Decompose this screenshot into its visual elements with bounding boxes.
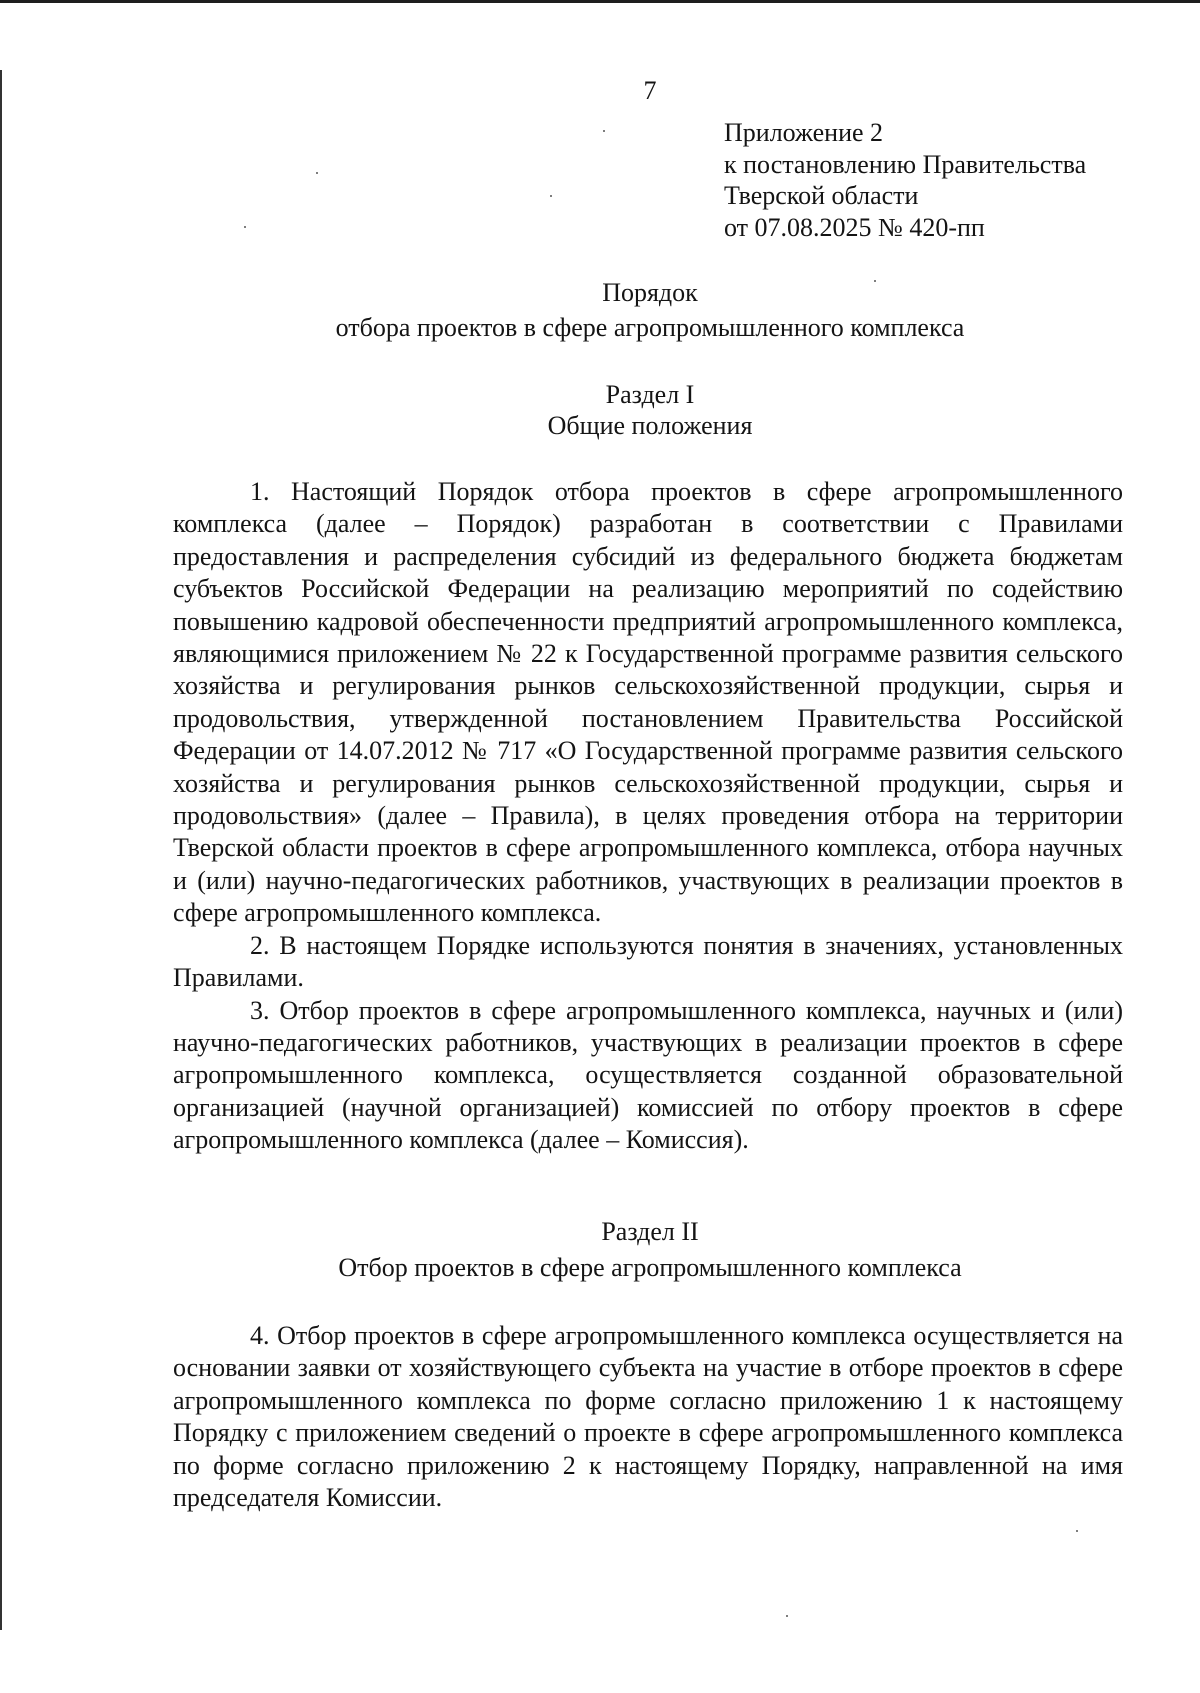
section-subheading: Отбор проектов в сфере агропромышленного комплекса: [338, 1253, 962, 1282]
section-2-body: [173, 1320, 1123, 1514]
scan-speck: [786, 1615, 788, 1617]
appendix-line: Приложение 2: [724, 118, 884, 147]
scan-speck: [874, 280, 876, 282]
scan-border-top: [0, 0, 1200, 3]
paragraph: 2. В настоящем Порядке используются понятия в значениях, установленных Правилами.: [173, 930, 1123, 993]
appendix-line: от 07.08.2025 № 420-пп: [724, 212, 985, 242]
page-number: 7: [643, 76, 657, 105]
section-heading: Раздел II: [601, 1217, 699, 1246]
document-subtitle: отбора проектов в сфере агропромышленного комплекса: [335, 313, 965, 342]
appendix-line: Тверской области: [724, 181, 919, 210]
scan-speck: [603, 130, 605, 132]
paragraph: 1. Настоящий Порядок отбора проектов в сфере агропромышленного комплекса (далее – Порядок) разработан в соответствии с Правилами предоставления и распределения субсидий из федерального бюджета бюджетам субъектов Российской Федерации на реализацию мероприятий по содействию повышению кадровой обеспеченности предприятий агропромышленного комплекса, являющимися приложением № 22 к Государственной программе развития сельского хозяйства и регулирования рынков сельскохозяйственной продукции, сырья и продовольствия, утвержденной постановлением Правительства Российской Федерации от 14.07.2012 № 717 «О Государственной программе развития сельского хозяйства и регулирования рынков сельскохозяйственной продукции, сырья и продовольствия» (далее – Правила), в целях проведения отбора на территории Тверской области проектов в сфере агропромышленного комплекса, отбора научных и (или) научно-педагогических работников, участвующих в реализации проектов в сфере агропромышленного комплекса.: [173, 477, 1123, 928]
scan-speck: [316, 172, 318, 174]
paragraph: 3. Отбор проектов в сфере агропромышленного комплекса, научных и (или) научно-педагогических работников, участвующих в реализации проектов в сфере агропромышленного комплекса, осуществляется созданной образовательной организацией (научной организацией) комиссией по отбору проектов в сфере агропромышленного комплекса (далее – Комиссия).: [173, 995, 1123, 1155]
paragraph: 4. Отбор проектов в сфере агропромышленного комплекса осуществляется на основании заявки от хозяйствующего субъекта на участие в отборе проектов в сфере агропромышленного комплекса по форме согласно приложению 1 к настоящему Порядку с приложением сведений о проекте в сфере агропромышленного комплекса по форме согласно приложению 2 к настоящему Порядку, направленной на имя председателя Комиссии.: [173, 1321, 1123, 1513]
appendix-note: [724, 117, 1086, 243]
scan-speck: [550, 195, 552, 197]
scan-speck: [1076, 1530, 1078, 1532]
document-title: Порядок: [602, 278, 698, 307]
section-subheading: Общие положения: [547, 411, 753, 440]
section-1-body: [173, 476, 1123, 1157]
section-heading: Раздел I: [605, 380, 695, 409]
scan-speck: [244, 226, 246, 228]
appendix-line: к постановлению Правительства: [724, 149, 1087, 179]
